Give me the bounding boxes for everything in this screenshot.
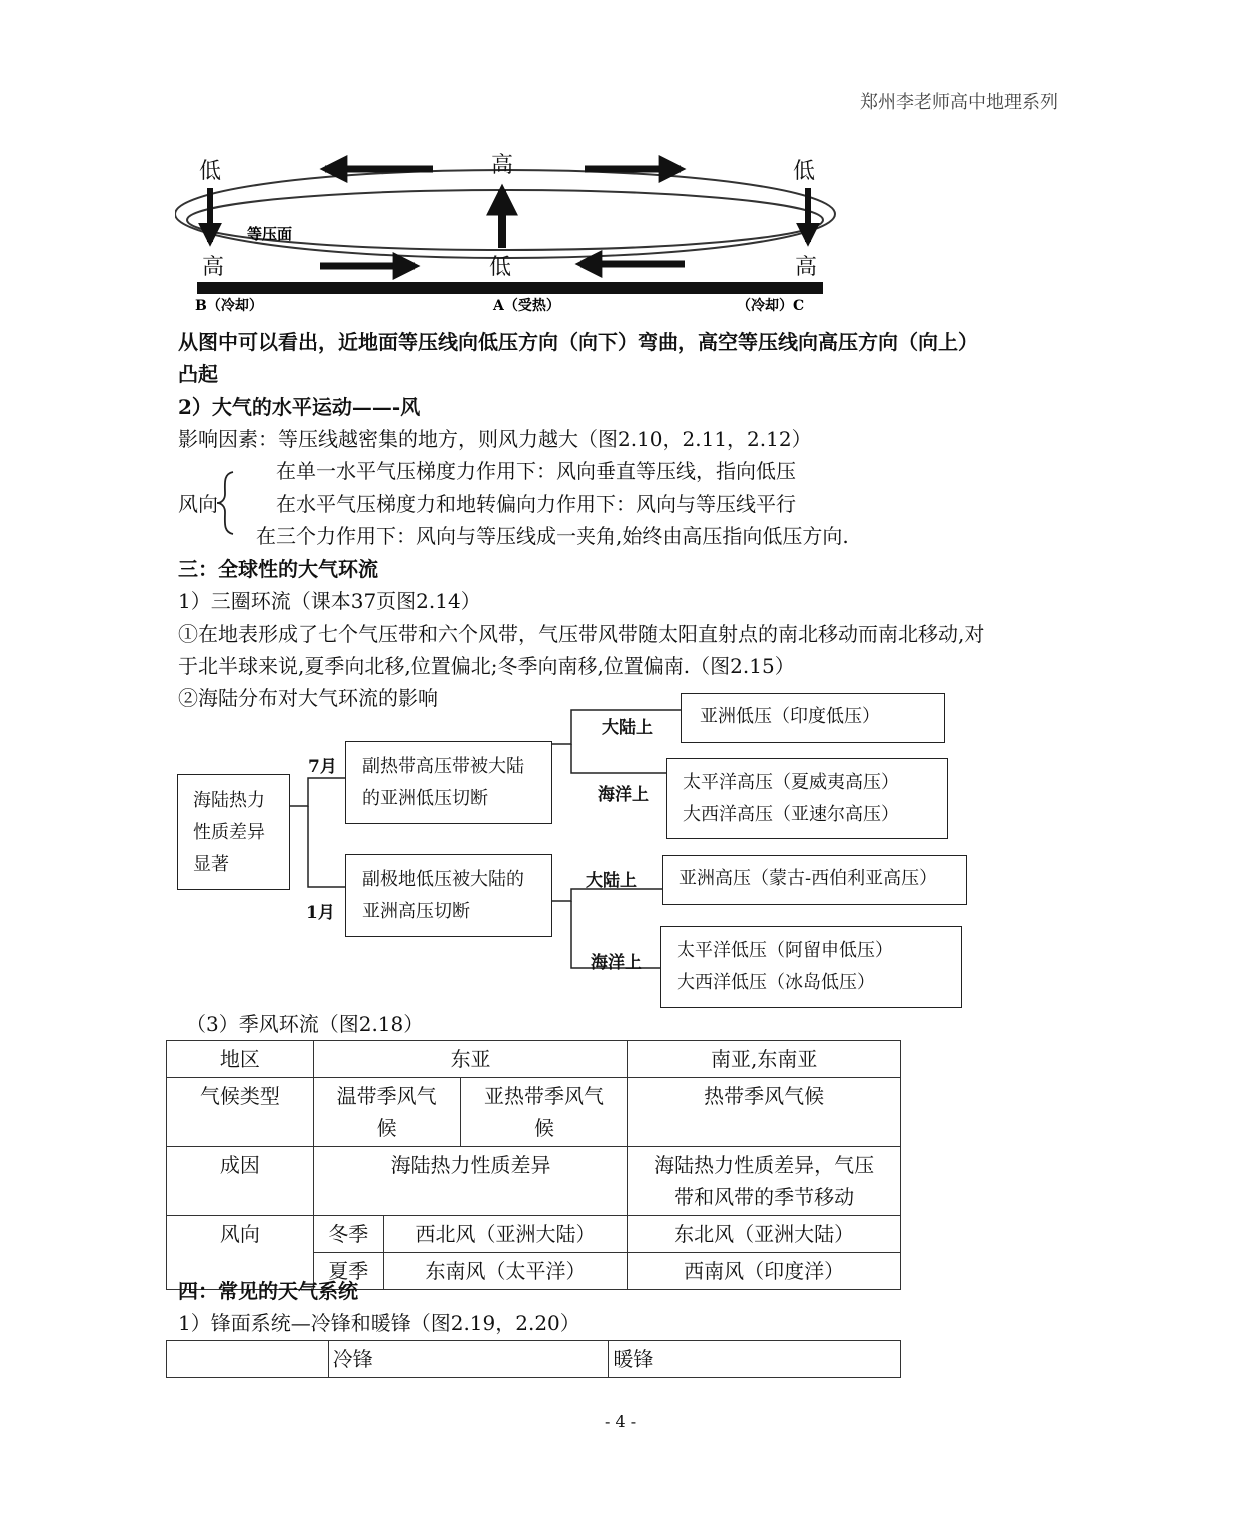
winter-south: 东北风（亚洲大陆）: [628, 1216, 901, 1253]
monsoon-table: [166, 1040, 901, 1290]
asia-low-box: [681, 693, 945, 743]
section-4-title: 四：常见的天气系统: [178, 1279, 358, 1303]
label-b-cooling: B（冷却）: [195, 298, 263, 314]
header-region: 地区: [167, 1041, 314, 1078]
table-row: [167, 1147, 901, 1216]
pressure-belts-line-2: 于北半球来说,夏季向北移,位置偏北;冬季向南移,位置偏南.（图2.15）: [178, 654, 795, 678]
label-high-right: 高: [795, 255, 818, 280]
wind-case-3: 在三个力作用下：风向与等压线成一夹角,始终由高压指向低压方向.: [256, 524, 849, 548]
label-high-center: 高: [491, 153, 514, 178]
climate-subtropical: 亚热带季风气 候: [460, 1078, 628, 1147]
label-low-left: 低: [199, 159, 222, 184]
table-row: [167, 1341, 901, 1378]
monsoon-title: （3）季风环流（图2.18）: [186, 1012, 424, 1036]
january-line-1: 副极地低压被大陆的: [362, 869, 524, 890]
january-line-2: 亚洲高压切断: [362, 901, 470, 922]
atlantic-low-text: 大西洋低压（冰岛低压）: [677, 972, 875, 993]
wind-case-1: 在单一水平气压梯度力作用下：风向垂直等压线，指向低压: [276, 459, 796, 483]
january-ocean-label: 海洋上: [591, 953, 642, 973]
root-line-3: 显著: [193, 854, 229, 875]
summer-east: 东南风（太平洋）: [383, 1253, 628, 1290]
asia-high-text: 亚洲高压（蒙古-西伯利亚高压）: [679, 868, 938, 889]
climate-label: 气候类型: [167, 1078, 314, 1147]
wind-direction-label: 风向: [178, 492, 218, 516]
cold-front-header: 冷锋: [328, 1341, 609, 1378]
wind-label: 风向: [167, 1216, 314, 1290]
asia-high-box: [662, 855, 967, 905]
january-land-label: 大陆上: [586, 871, 637, 891]
wind-case-2: 在水平气压梯度力和地转偏向力作用下：风向与等压线平行: [276, 492, 796, 516]
summer-label: 夏季: [313, 1253, 383, 1290]
climate-temperate: 温带季风气 候: [313, 1078, 460, 1147]
label-low-center: 低: [489, 255, 512, 280]
table-row: [167, 1216, 901, 1253]
root-line-2: 性质差异: [193, 822, 265, 843]
table-row: [167, 1041, 901, 1078]
front-table: [166, 1340, 901, 1378]
label-low-right: 低: [793, 159, 816, 184]
july-box: [345, 741, 552, 824]
land-sea-line: ②海陆分布对大气环流的影响: [178, 686, 438, 710]
subheading-wind: 2）大气的水平运动——-风: [178, 395, 421, 419]
january-box: [345, 854, 552, 937]
cause-label: 成因: [167, 1147, 314, 1216]
pressure-belts-line-1: ①在地表形成了七个气压带和六个风带，气压带风带随太阳直射点的南北移动而南北移动,对: [178, 622, 985, 646]
july-line-1: 副热带高压带被大陆: [362, 756, 524, 777]
factor-line: 影响因素：等压线越密集的地方，则风力越大（图2.10，2.11，2.12）: [178, 427, 812, 451]
header-east-asia: 东亚: [313, 1041, 628, 1078]
july-label: 7月: [308, 757, 337, 777]
table-row: [167, 1078, 901, 1147]
summer-ocean-box: [666, 758, 948, 839]
winter-east: 西北风（亚洲大陆）: [383, 1216, 628, 1253]
july-line-2: 的亚洲低压切断: [362, 788, 488, 809]
pacific-low-text: 太平洋低压（阿留申低压）: [677, 940, 893, 961]
winter-ocean-box: [660, 926, 962, 1008]
july-ocean-label: 海洋上: [598, 785, 649, 805]
front-empty-cell: [167, 1341, 329, 1378]
cause-south: 海陆热力性质差异，气压 带和风带的季节移动: [628, 1147, 901, 1216]
cause-east: 海陆热力性质差异: [313, 1147, 628, 1216]
label-c-cooling: （冷却）C: [737, 298, 805, 314]
winter-label: 冬季: [313, 1216, 383, 1253]
isobar-label: 等压面: [247, 225, 293, 243]
asia-low-text: 亚洲低压（印度低压）: [700, 706, 880, 727]
july-land-label: 大陆上: [602, 718, 653, 738]
root-box: [177, 774, 290, 890]
root-line-1: 海陆热力: [193, 790, 265, 811]
climate-tropical: 热带季风气候: [628, 1078, 901, 1147]
pacific-high-text: 太平洋高压（夏威夷高压）: [683, 772, 899, 793]
front-system-line: 1）锋面系统—冷锋和暖锋（图2.19，2.20）: [178, 1311, 580, 1335]
conclusion-line-2: 凸起: [178, 362, 218, 386]
conclusion-line-1: 从图中可以看出，近地面等压线向低压方向（向下）弯曲，高空等压线向高压方向（向上）: [178, 330, 978, 354]
page-number: - 4 -: [605, 1412, 637, 1431]
atlantic-high-text: 大西洋高压（亚速尔高压）: [683, 804, 899, 825]
page-header: 郑州李老师高中地理系列: [860, 92, 1058, 113]
summer-south: 西南风（印度洋）: [628, 1253, 901, 1290]
label-a-heating: A（受热）: [493, 298, 560, 314]
label-high-left: 高: [202, 255, 225, 280]
header-south-asia: 南亚,东南亚: [628, 1041, 901, 1078]
january-label: 1月: [306, 903, 335, 923]
warm-front-header: 暖锋: [609, 1341, 901, 1378]
section-3-title: 三：全球性的大气环流: [178, 557, 378, 581]
three-cell-line: 1）三圈环流（课本37页图2.14）: [178, 589, 481, 613]
